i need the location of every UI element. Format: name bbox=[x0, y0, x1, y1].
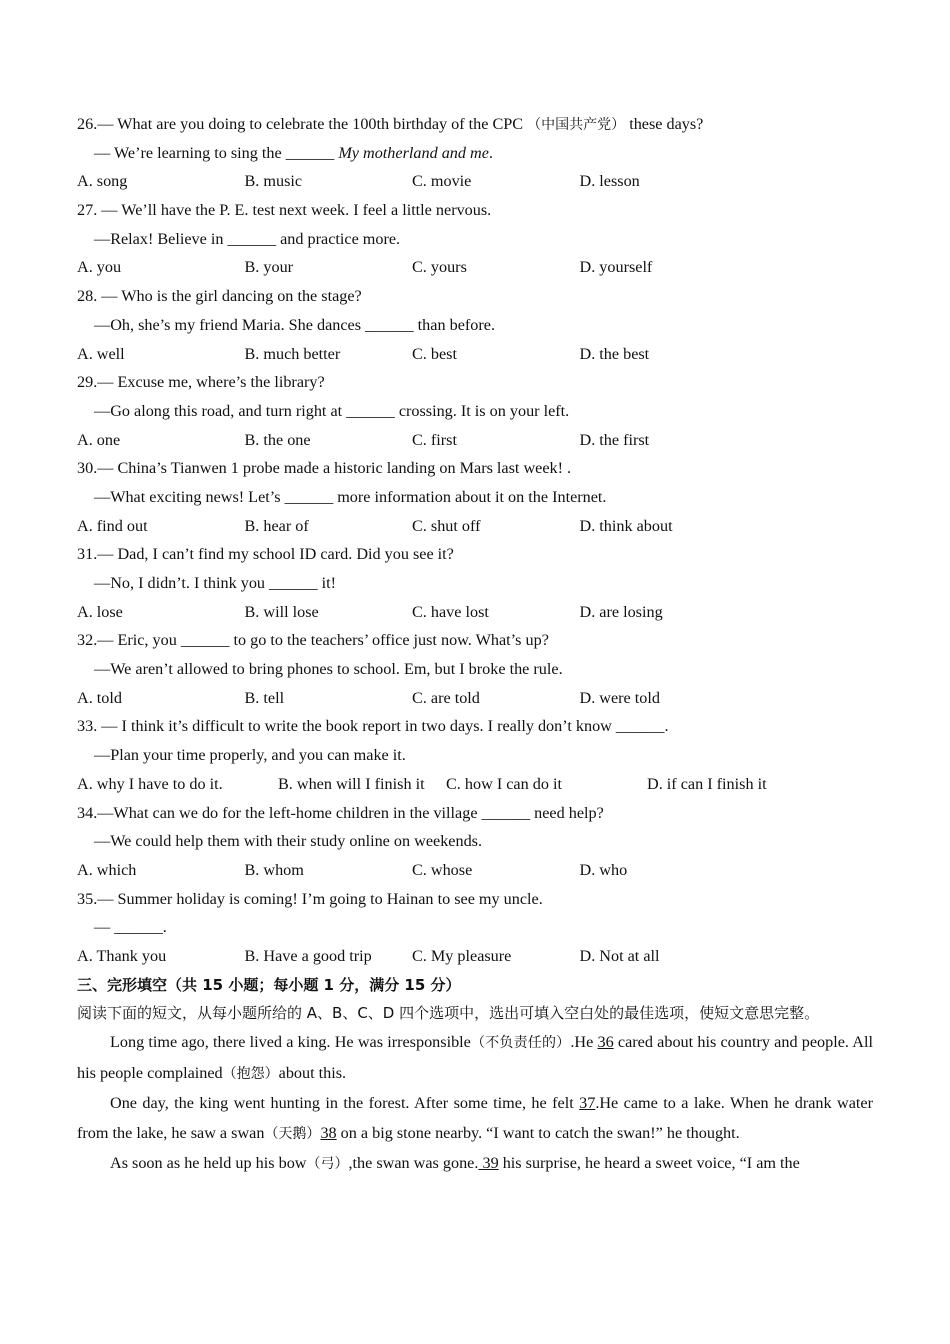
blank-38: 38 bbox=[320, 1123, 337, 1142]
question-33-options bbox=[77, 770, 873, 799]
question-34-line2: —We could help them with their study online on weekends. bbox=[94, 832, 483, 851]
question-28-options bbox=[77, 340, 873, 369]
option-a: A. song bbox=[77, 172, 128, 191]
option-a: A. well bbox=[77, 344, 125, 363]
question-33-line2: —Plan your time properly, and you can make it. bbox=[94, 746, 406, 765]
question-26-options bbox=[77, 167, 873, 196]
option-b: B. your bbox=[244, 258, 294, 277]
question-30-options bbox=[77, 512, 873, 541]
section-instruction: 阅读下面的短文，从每小题所给的 A、B、C、D 四个选项中，选出可填入空白处的最佳选项，使短文意思完整。 bbox=[77, 1004, 820, 1023]
option-d: D. who bbox=[579, 860, 628, 879]
exam-page bbox=[77, 110, 873, 1180]
option-c: C. are told bbox=[412, 688, 480, 707]
option-b: B. hear of bbox=[244, 516, 309, 535]
option-c: C. how I can do it bbox=[446, 774, 562, 793]
option-b: B. music bbox=[244, 172, 303, 191]
option-c: C. shut off bbox=[412, 516, 481, 535]
question-33-line1: 33. — I think it’s difficult to write the book report in two days. I really don’t know ______. bbox=[77, 717, 669, 736]
option-a: A. which bbox=[77, 860, 137, 879]
blank-37: 37 bbox=[579, 1094, 596, 1113]
option-d: D. if can I finish it bbox=[647, 774, 767, 793]
option-c: C. whose bbox=[412, 860, 473, 879]
question-31-line1: 31.— Dad, I can’t find my school ID card. Did you see it? bbox=[77, 545, 454, 564]
option-c: C. My pleasure bbox=[412, 946, 512, 965]
question-34-options bbox=[77, 856, 873, 885]
question-35-line2: — ______. bbox=[94, 918, 167, 937]
question-32-line1: 32.— Eric, you ______ to go to the teachers’ office just now. What’s up? bbox=[77, 631, 549, 650]
option-a: A. you bbox=[77, 258, 122, 277]
option-d: D. the best bbox=[579, 344, 650, 363]
option-d: D. Not at all bbox=[579, 946, 660, 965]
option-a: A. one bbox=[77, 430, 121, 449]
option-b: B. will lose bbox=[244, 602, 319, 621]
blank-39: 39 bbox=[478, 1154, 499, 1173]
option-c: C. yours bbox=[412, 258, 467, 277]
question-26-line1: 26.— What are you doing to celebrate the 100th birthday of the CPC （中国共产党） these days? bbox=[77, 115, 704, 133]
question-30-line2: —What exciting news! Let’s ______ more information about it on the Internet. bbox=[94, 487, 607, 506]
question-28-line2: —Oh, she’s my friend Maria. She dances ______ than before. bbox=[94, 315, 495, 334]
question-30-line1: 30.— China’s Tianwen 1 probe made a historic landing on Mars last week! . bbox=[77, 459, 572, 478]
question-27-line2: —Relax! Believe in ______ and practice more. bbox=[94, 229, 401, 248]
question-29-line2: —Go along this road, and turn right at ______ crossing. It is on your left. bbox=[94, 401, 570, 420]
option-a: A. told bbox=[77, 688, 122, 707]
question-31-line2: —No, I didn’t. I think you ______ it! bbox=[94, 574, 337, 592]
option-d: D. were told bbox=[579, 688, 660, 707]
passage-paragraph-3: As soon as he held up his bow（弓）,the swan was gone. 39 his surprise, he heard a sweet voice, “I am the bbox=[110, 1154, 800, 1173]
question-31-options bbox=[77, 598, 873, 627]
question-35-options bbox=[77, 942, 873, 971]
option-a: A. lose bbox=[77, 602, 123, 621]
passage-paragraph-1: Long time ago, there lived a king. He was irresponsible（不负责任的）.He 36 cared about his country and people. All his people complained（抱怨）about this. bbox=[77, 1033, 873, 1082]
section-heading: 三、完形填空（共 15 小题；每小题 1 分，满分 15 分） bbox=[77, 975, 461, 994]
option-d: D. think about bbox=[579, 516, 673, 535]
option-b: B. whom bbox=[244, 860, 304, 879]
question-29-line1: 29.— Excuse me, where’s the library? bbox=[77, 373, 325, 392]
question-29-options bbox=[77, 426, 873, 455]
option-c: C. best bbox=[412, 344, 457, 363]
blank-36: 36 bbox=[597, 1033, 614, 1052]
option-c: C. movie bbox=[412, 172, 472, 191]
option-b: B. much better bbox=[244, 344, 341, 363]
option-b: B. when will I finish it bbox=[278, 774, 425, 793]
option-b: B. tell bbox=[244, 688, 285, 707]
question-27-line1: 27. — We’ll have the P. E. test next week. I feel a little nervous. bbox=[77, 201, 492, 220]
question-27-options bbox=[77, 253, 873, 282]
option-d: D. yourself bbox=[579, 258, 653, 277]
question-34-line1: 34.—What can we do for the left-home children in the village ______ need help? bbox=[77, 803, 604, 822]
passage-paragraph-2: One day, the king went hunting in the forest. After some time, he felt 37.He came to a lake. When he drank water from the lake, he saw a swan（天鹅）38 on a big stone nearby. “I want to catch the swan!” he thought. bbox=[77, 1094, 873, 1142]
option-a: A. Thank you bbox=[77, 946, 167, 965]
question-35-line1: 35.— Summer holiday is coming! I’m going to Hainan to see my uncle. bbox=[77, 889, 543, 908]
option-a: A. why I have to do it. bbox=[77, 774, 223, 793]
question-28-line1: 28. — Who is the girl dancing on the stage? bbox=[77, 287, 362, 306]
option-d: D. the first bbox=[579, 430, 650, 449]
option-c: C. have lost bbox=[412, 602, 489, 621]
option-b: B. the one bbox=[244, 430, 311, 449]
option-c: C. first bbox=[412, 430, 457, 449]
question-32-options bbox=[77, 684, 873, 713]
option-b: B. Have a good trip bbox=[244, 946, 372, 965]
option-a: A. find out bbox=[77, 516, 148, 535]
question-32-line2: —We aren’t allowed to bring phones to school. Em, but I broke the rule. bbox=[94, 660, 563, 679]
option-d: D. lesson bbox=[579, 172, 640, 191]
question-26-line2: — We’re learning to sing the ______ My motherland and me. bbox=[94, 143, 493, 162]
option-d: D. are losing bbox=[579, 602, 663, 621]
